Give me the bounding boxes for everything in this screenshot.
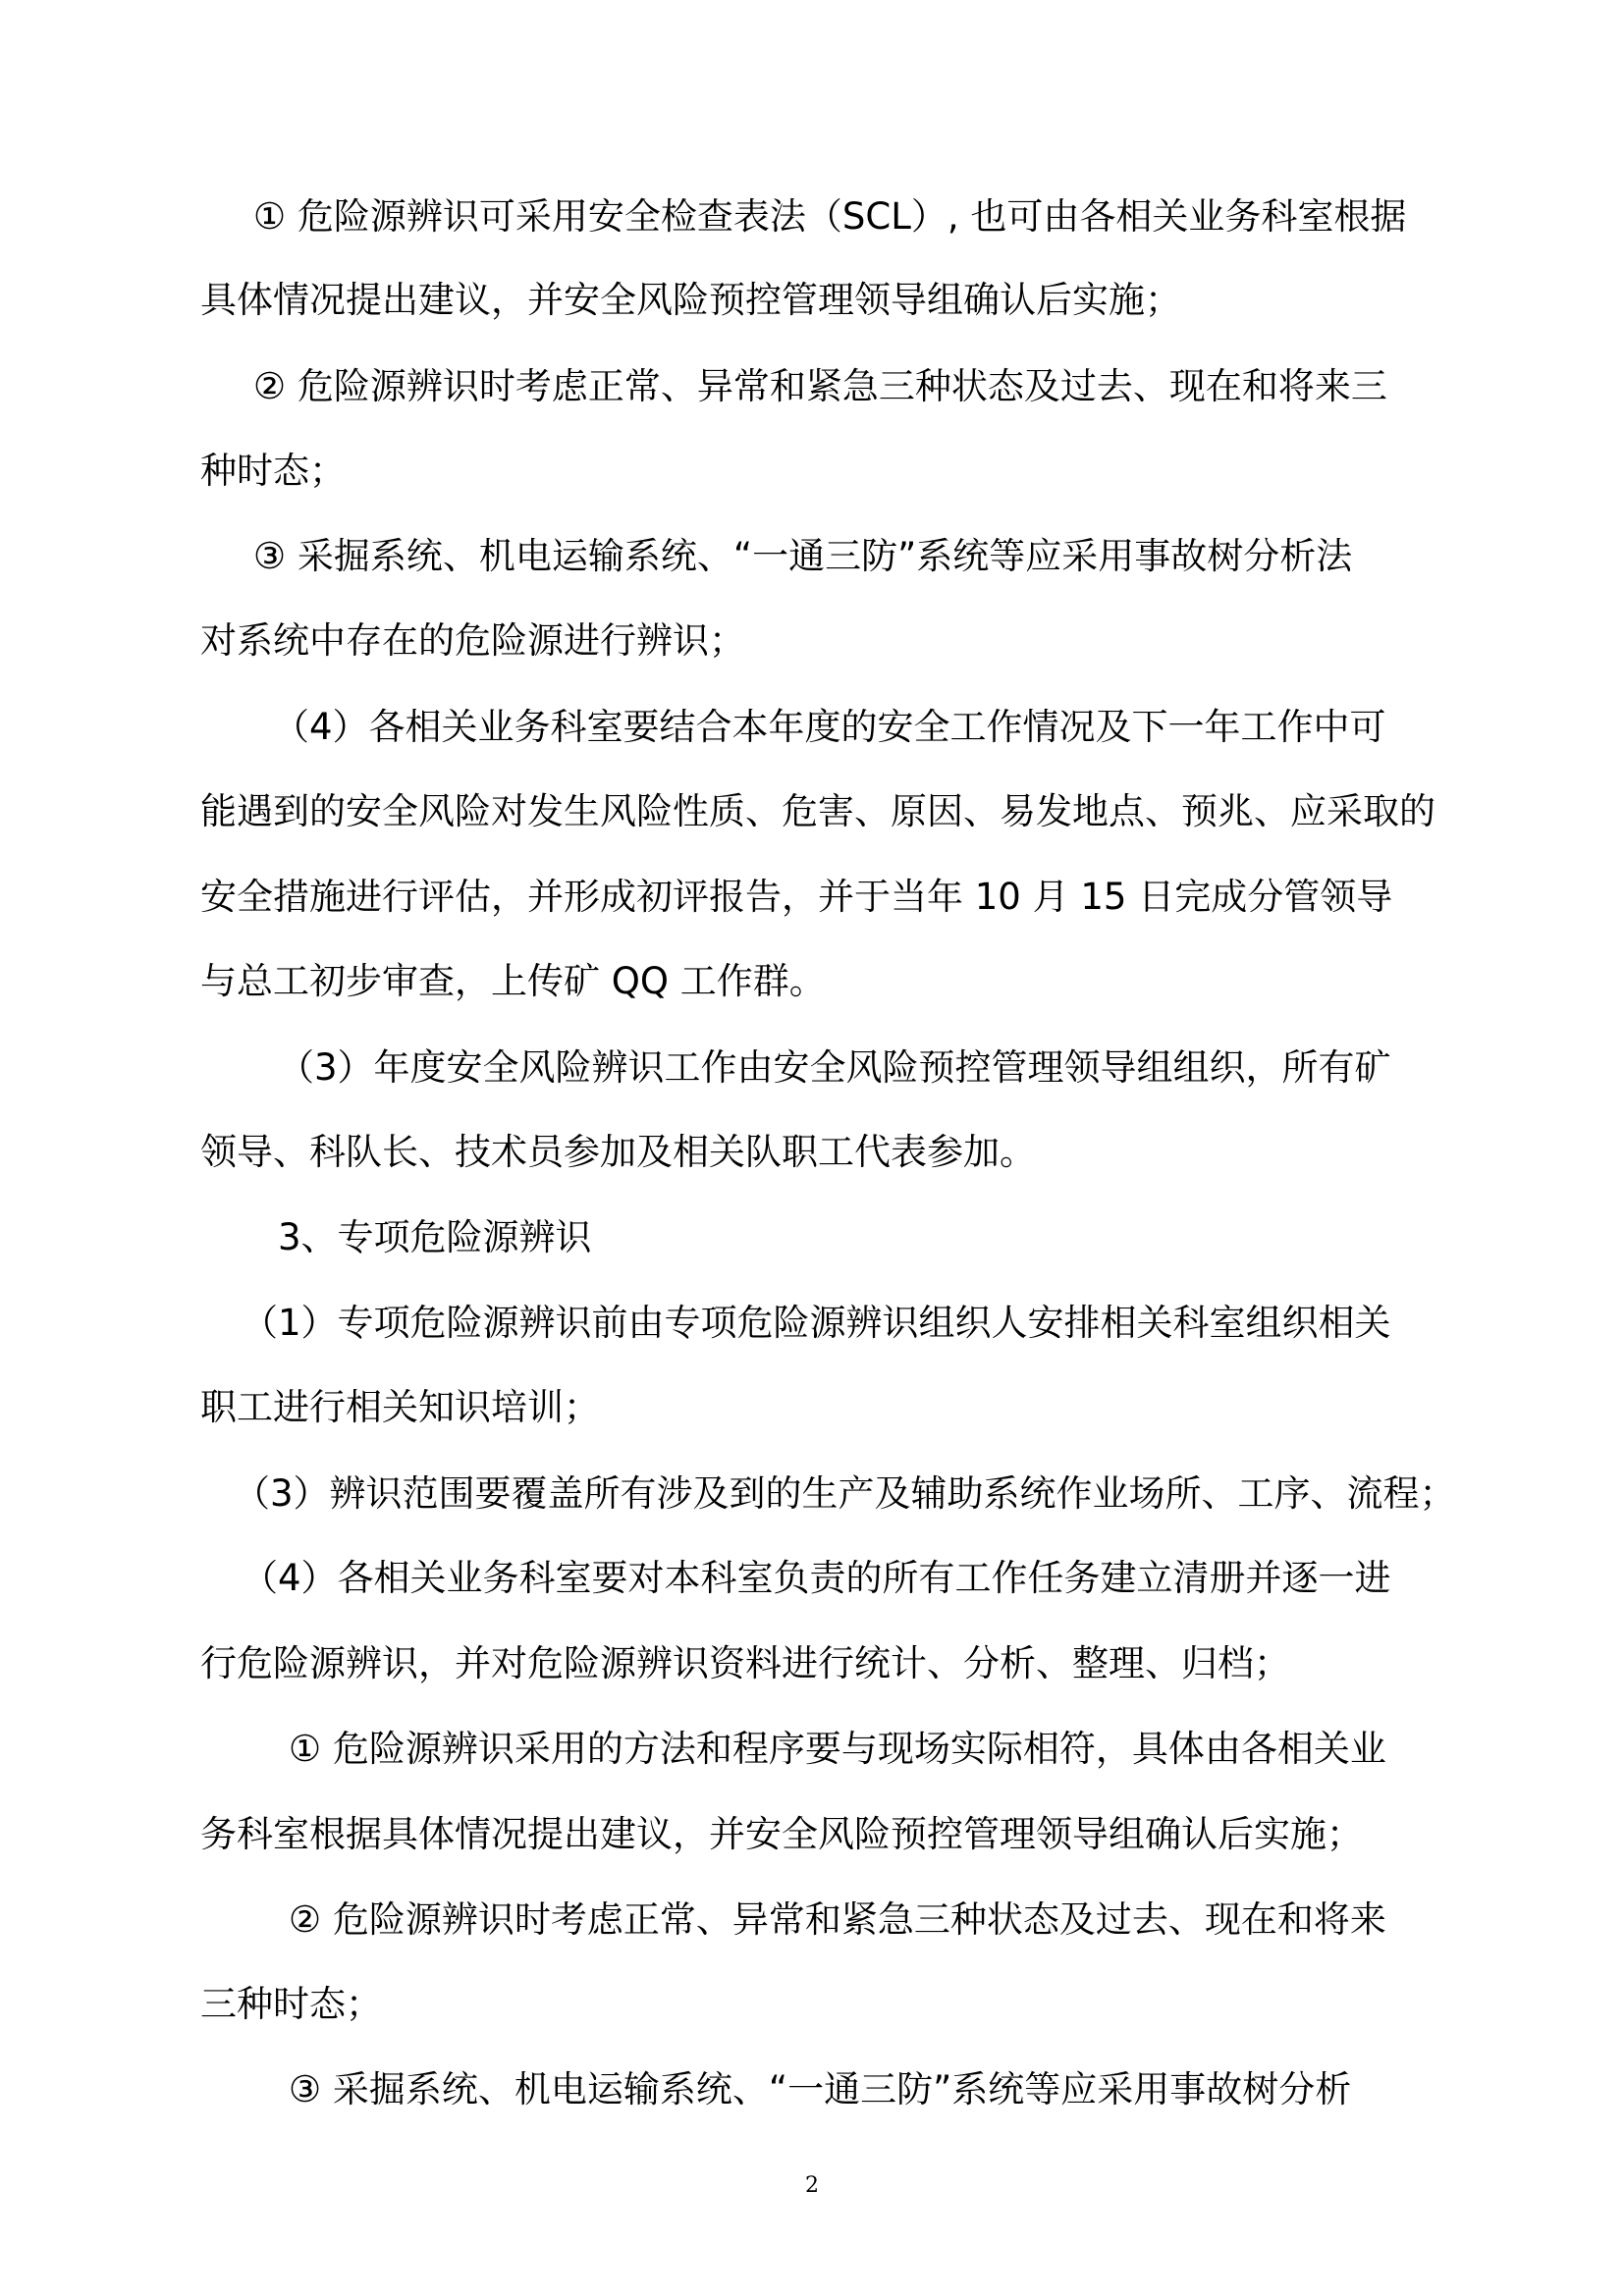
text-line-19: ① 危险源辨识采用的方法和程序要与现场实际相符，具体由各相关业	[289, 1728, 1386, 1770]
text-line-3: ② 危险源辨识时考虑正常、异常和紧急三种状态及过去、现在和将来三	[253, 365, 1387, 407]
text-line-1: ① 危险源辨识可采用安全检查表法（SCL）, 也可由各相关业务科室根据	[253, 195, 1407, 238]
text-line-14: （1）专项危险源辨识前由专项危险源辨识组织人安排相关科室组织相关	[242, 1302, 1391, 1344]
text-line-16: （3）辨识范围要覆盖所有涉及到的生产及辅助系统作业场所、工序、流程；	[234, 1472, 1456, 1515]
text-line-20: 务科室根据具体情况提出建议，并安全风险预控管理领导组确认后实施；	[200, 1813, 1363, 1855]
text-line-22: 三种时态；	[200, 1983, 382, 2025]
text-line-17: （4）各相关业务科室要对本科室负责的所有工作任务建立清册并逐一进	[242, 1557, 1391, 1599]
text-line-6: 对系统中存在的危险源进行辨识；	[200, 619, 745, 662]
text-line-2: 具体情况提出建议，并安全风险预控管理领导组确认后实施；	[200, 279, 1181, 321]
text-line-8: 能遇到的安全风险对发生风险性质、危害、原因、易发地点、预兆、应采取的	[200, 790, 1435, 832]
text-line-5: ③ 采掘系统、机电运输系统、“一通三防”系统等应采用事故树分析法	[253, 535, 1353, 577]
text-line-4: 种时态；	[200, 450, 346, 492]
text-line-13: 3、专项危险源辨识	[278, 1216, 592, 1258]
text-line-15: 职工进行相关知识培训；	[200, 1386, 600, 1428]
page-number: 2	[805, 2173, 819, 2198]
text-line-21: ② 危险源辨识时考虑正常、异常和紧急三种状态及过去、现在和将来	[289, 1898, 1386, 1941]
text-line-7: （4）各相关业务科室要结合本年度的安全工作情况及下一年工作中可	[273, 706, 1386, 748]
text-line-23: ③ 采掘系统、机电运输系统、“一通三防”系统等应采用事故树分析	[289, 2068, 1352, 2110]
text-line-12: 领导、科队长、技术员参加及相关队职工代表参加。	[200, 1131, 1036, 1173]
text-line-9: 安全措施进行评估，并形成初评报告，并于当年 10 月 15 日完成分管领导	[200, 876, 1393, 918]
text-line-10: 与总工初步审查，上传矿 QQ 工作群。	[200, 960, 826, 1002]
text-line-11: （3）年度安全风险辨识工作由安全风险预控管理领导组组织，所有矿	[278, 1046, 1391, 1089]
text-line-18: 行危险源辨识，并对危险源辨识资料进行统计、分析、整理、归档；	[200, 1642, 1290, 1684]
